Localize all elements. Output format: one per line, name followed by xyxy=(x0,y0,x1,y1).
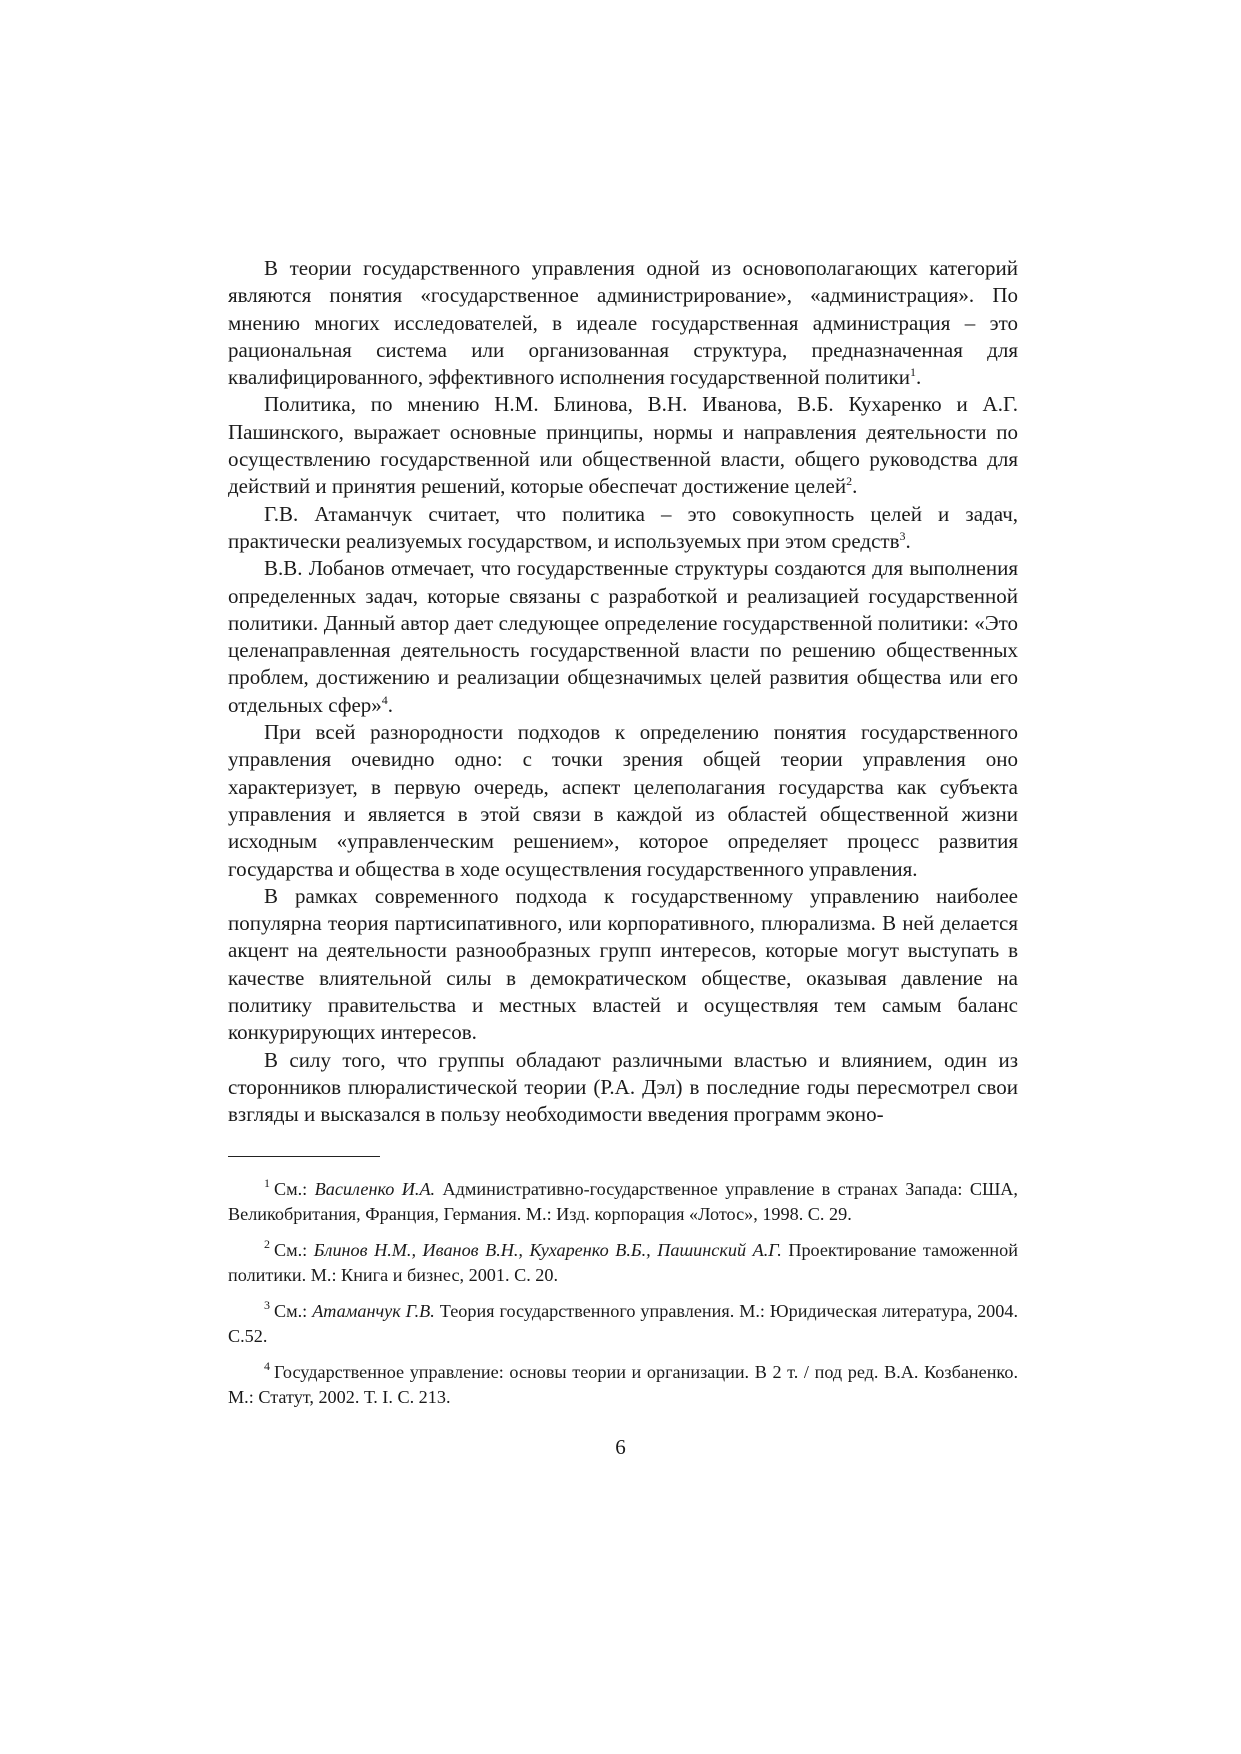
footnote-number: 2 xyxy=(264,1237,270,1252)
paragraph-text: В силу того, что группы обладают различными властью и влиянием, один из сторонников плюралистической теории (Р.А. Дэл) в последние годы пересмотрел свои взгляды и высказался в пользу необходимости введения программ эконо- xyxy=(228,1047,1018,1127)
paragraph-text: Политика, по мнению Н.М. Блинова, В.Н. Иванова, В.Б. Кухаренко и А.Г. Пашинского, выражает основные принципы, нормы и направления деятельности по осуществлению государственной или общественной власти, общего руководства для действий и принятия решений, которые обеспечат достижение целей xyxy=(228,392,1018,499)
paragraph-text: В рамках современного подхода к государственному управлению наиболее популярна теория партисипативного, или корпоративного, плюрализма. В ней делается акцент на деятельности разнообразных групп интересов, которые могут выступать в качестве влиятельной силы в демократическом обществе, оказывая давление на политику правительства и местных властей и осуществляя тем самым баланс конкурирующих интересов. xyxy=(228,883,1018,1045)
footnote-author: Атаманчук Г.В. xyxy=(312,1300,435,1321)
footnote-4 xyxy=(228,1360,1018,1410)
footnote-text: Проектирование таможенной политики. М.: Книга и бизнес, 2001. С. 20. xyxy=(228,1239,1018,1285)
footnote-author: Василенко И.А. xyxy=(314,1178,436,1199)
paragraph-tail: . xyxy=(915,365,922,390)
paragraph-text: В.В. Лобанов отмечает, что государственные структуры создаются для выполнения определенных задач, которые связаны с разработкой и реализацией государственной политики. Данный автор дает следующее определение государственной политики: «Это целенаправленная деятельность государственной власти по решению общественных проблем, достижению и реализации общезначимых целей развития общества или его отдельных сфер» xyxy=(228,556,1018,717)
footnote-text: Государственное управление: основы теории и организации. В 2 т. / под ред. В.А. Козбаненко. М.: Статут, 2002. Т. I. С. 213. xyxy=(228,1361,1018,1407)
paragraph-text: Г.В. Атаманчук считает, что политика – это совокупность целей и задач, практически реализуемых государством, и используемых при этом средств xyxy=(228,501,1018,553)
footnote-prefix: См.: xyxy=(274,1239,314,1260)
paragraph-tail: . xyxy=(905,528,911,553)
paragraph-4 xyxy=(228,555,1018,719)
footnote-ref[interactable]: 1 xyxy=(909,365,916,380)
footnote-prefix: См.: xyxy=(274,1300,313,1321)
footnote-1 xyxy=(228,1177,1018,1227)
paragraph-3 xyxy=(228,501,1018,556)
page-number: 6 xyxy=(615,1435,626,1459)
paragraph-5 xyxy=(228,719,1018,883)
paragraph-tail: . xyxy=(852,474,858,499)
paragraph-6 xyxy=(228,883,1018,1047)
paragraph-text: В теории государственного управления одной из основополагающих категорий являются понятия «государственное администрирование», «администрация». По мнению многих исследователей, в идеале государственная администрация – это рациональная система или организованная структура, предназначенная для квалифицированного, эффективного исполнения государственной политики xyxy=(228,256,1018,390)
footnote-prefix: См.: xyxy=(274,1178,315,1199)
footnote-ref[interactable]: 2 xyxy=(846,474,853,489)
footnote-ref[interactable]: 4 xyxy=(381,692,388,707)
footnote-number: 3 xyxy=(264,1298,270,1313)
footnote-text: Административно-государственное управление в странах Запада: США, Великобритания, Франция, Германия. М.: Изд. корпорация «Лотос», 1998. С. 29. xyxy=(228,1178,1018,1224)
footnote-3 xyxy=(228,1299,1018,1349)
footnote-ref[interactable]: 3 xyxy=(899,528,906,543)
footnote-divider xyxy=(228,1156,380,1157)
page-text xyxy=(228,255,1018,1421)
paragraph-1 xyxy=(228,255,1018,391)
footnote-number: 1 xyxy=(264,1176,270,1191)
paragraph-2 xyxy=(228,391,1018,500)
footnote-number: 4 xyxy=(264,1359,270,1374)
footnote-text: Теория государственного управления. М.: Юридическая литература, 2004. С.52. xyxy=(228,1300,1018,1346)
paragraph-7 xyxy=(228,1047,1018,1129)
paragraph-tail: . xyxy=(387,692,394,717)
paragraph-text: При всей разнородности подходов к определению понятия государственного управления очевидно одно: с точки зрения общей теории управления оно характеризует, в первую очередь, аспект целеполагания государства как субъекта управления и является в этой связи в каждой из областей общественной жизни исходным «управленческим решением», которое определяет процесс развития государства и общества в ходе осуществления государственного управления. xyxy=(228,720,1018,881)
footnote-2 xyxy=(228,1238,1018,1288)
footnote-author: Блинов Н.М., Иванов В.Н., Кухаренко В.Б., Пашинский А.Г. xyxy=(313,1239,782,1260)
